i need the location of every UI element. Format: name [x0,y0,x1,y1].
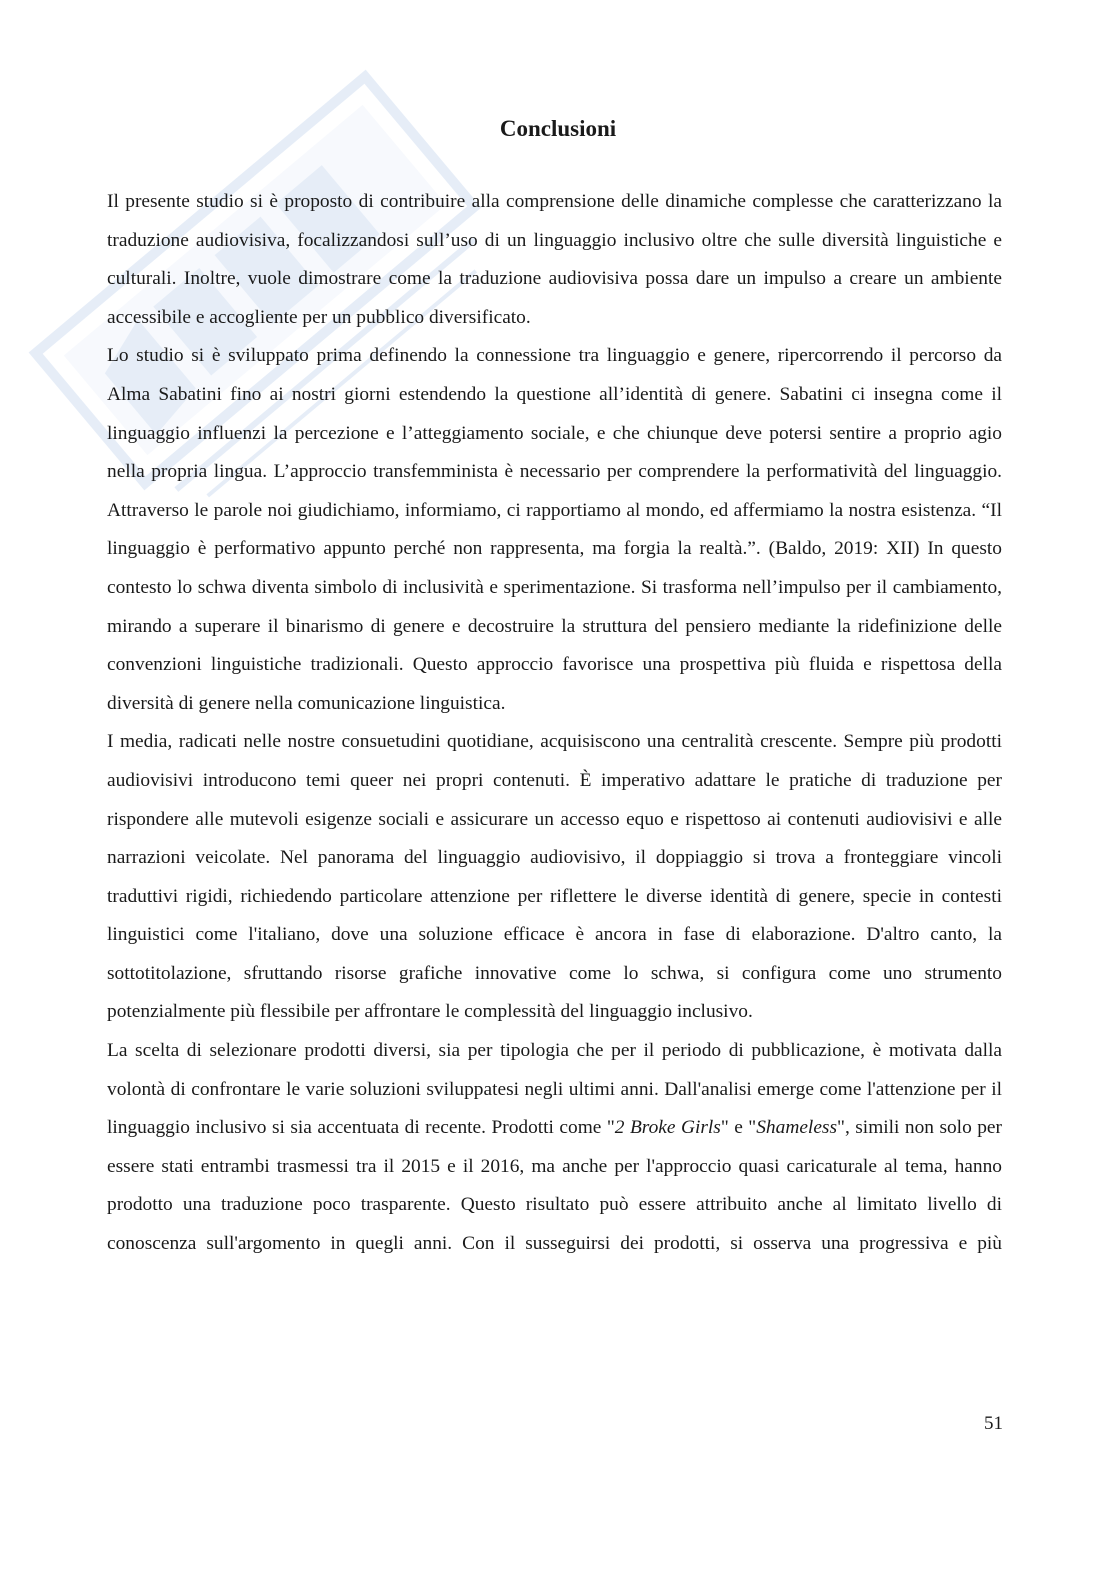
paragraph-4 [107,1032,1002,1264]
title-shameless: Shameless [756,1117,838,1139]
page-title: Conclusioni [499,116,617,141]
paragraph-4-text-c: ", simili non solo per essere stati entrambi trasmessi tra il 2015 e il 2016, ma anche per l'approccio quasi caricaturale al tema, hanno prodotto una traduzione poco trasparente. Questo risultato può essere attribuito anche al limitato livello di conoscenza sull'argomento in quegli anni. Con il susseguirsi dei prodotti, si osserva una progressiva e più [107,1117,1002,1255]
title-2-broke-girls: 2 Broke Girls [614,1117,721,1139]
page-number: 51 [984,1413,1003,1434]
body-text [107,183,1002,1264]
paragraph-4-text-b: " e " [720,1117,757,1139]
paragraph-2: Lo studio si è sviluppato prima definendo la connessione tra linguaggio e genere, ripercorrendo il percorso da Alma Sabatini fino ai nostri giorni estendendo la questione all’identità di genere. Sabatini ci insegna come il linguaggio influenzi la percezione e l’atteggiamento sociale, e che chiunque deve potersi sentire a proprio agio nella propria lingua. L’approccio transfemminista è necessario per comprendere la performatività del linguaggio. Attraverso le parole noi giudichiamo, informiamo, ci rapportiamo al mondo, ed affermiamo la nostra esistenza. “Il linguaggio è performativo appunto perché non rappresenta, ma forgia la realtà.”. (Baldo, 2019: XII) In questo contesto lo schwa diventa simbolo di inclusività e sperimentazione. Si trasforma nell’impulso per il cambiamento, mirando a superare il binarismo di genere e decostruire la struttura del pensiero mediante la ridefinizione delle convenzioni linguistiche tradizionali. Questo approccio favorisce una prospettiva più fluida e rispettosa della diversità di genere nella comunicazione linguistica. [107,345,1002,714]
paragraph-1: Il presente studio si è proposto di contribuire alla comprensione delle dinamiche complesse che caratterizzano la traduzione audiovisiva, focalizzandosi sull’uso di un linguaggio inclusivo oltre che sulle diversità linguistiche e culturali. Inoltre, vuole dimostrare come la traduzione audiovisiva possa dare un impulso a creare un ambiente accessibile e accogliente per un pubblico diversificato. [107,191,1002,328]
paragraph-3: I media, radicati nelle nostre consuetudini quotidiane, acquisiscono una centralità crescente. Sempre più prodotti audiovisivi introducono temi queer nei propri contenuti. È imperativo adattare le pratiche di traduzione per rispondere alle mutevoli esigenze sociali e assicurare un accesso equo e rispettoso ai contenuti audiovisivi e alle narrazioni veicolate. Nel panorama del linguaggio audiovisivo, il doppiaggio si trova a fronteggiare vincoli traduttivi rigidi, richiedendo particolare attenzione per riflettere le diverse identità di genere, specie in contesti linguistici come l'italiano, dove una soluzione efficace è ancora in fase di elaborazione. D'altro canto, la sottotitolazione, sfruttando risorse grafiche innovative come lo schwa, si configura come uno strumento potenzialmente più flessibile per affrontare le complessità del linguaggio inclusivo. [107,731,1002,1023]
paragraph-4-text-a: La scelta di selezionare prodotti diversi, sia per tipologia che per il periodo di pubblicazione, è motivata dalla volontà di confrontare le varie soluzioni sviluppatesi negli ultimi anni. Dall'analisi emerge come l'attenzione per il linguaggio inclusivo si sia accentuata di recente. Prodotti come " [107,1040,1002,1139]
